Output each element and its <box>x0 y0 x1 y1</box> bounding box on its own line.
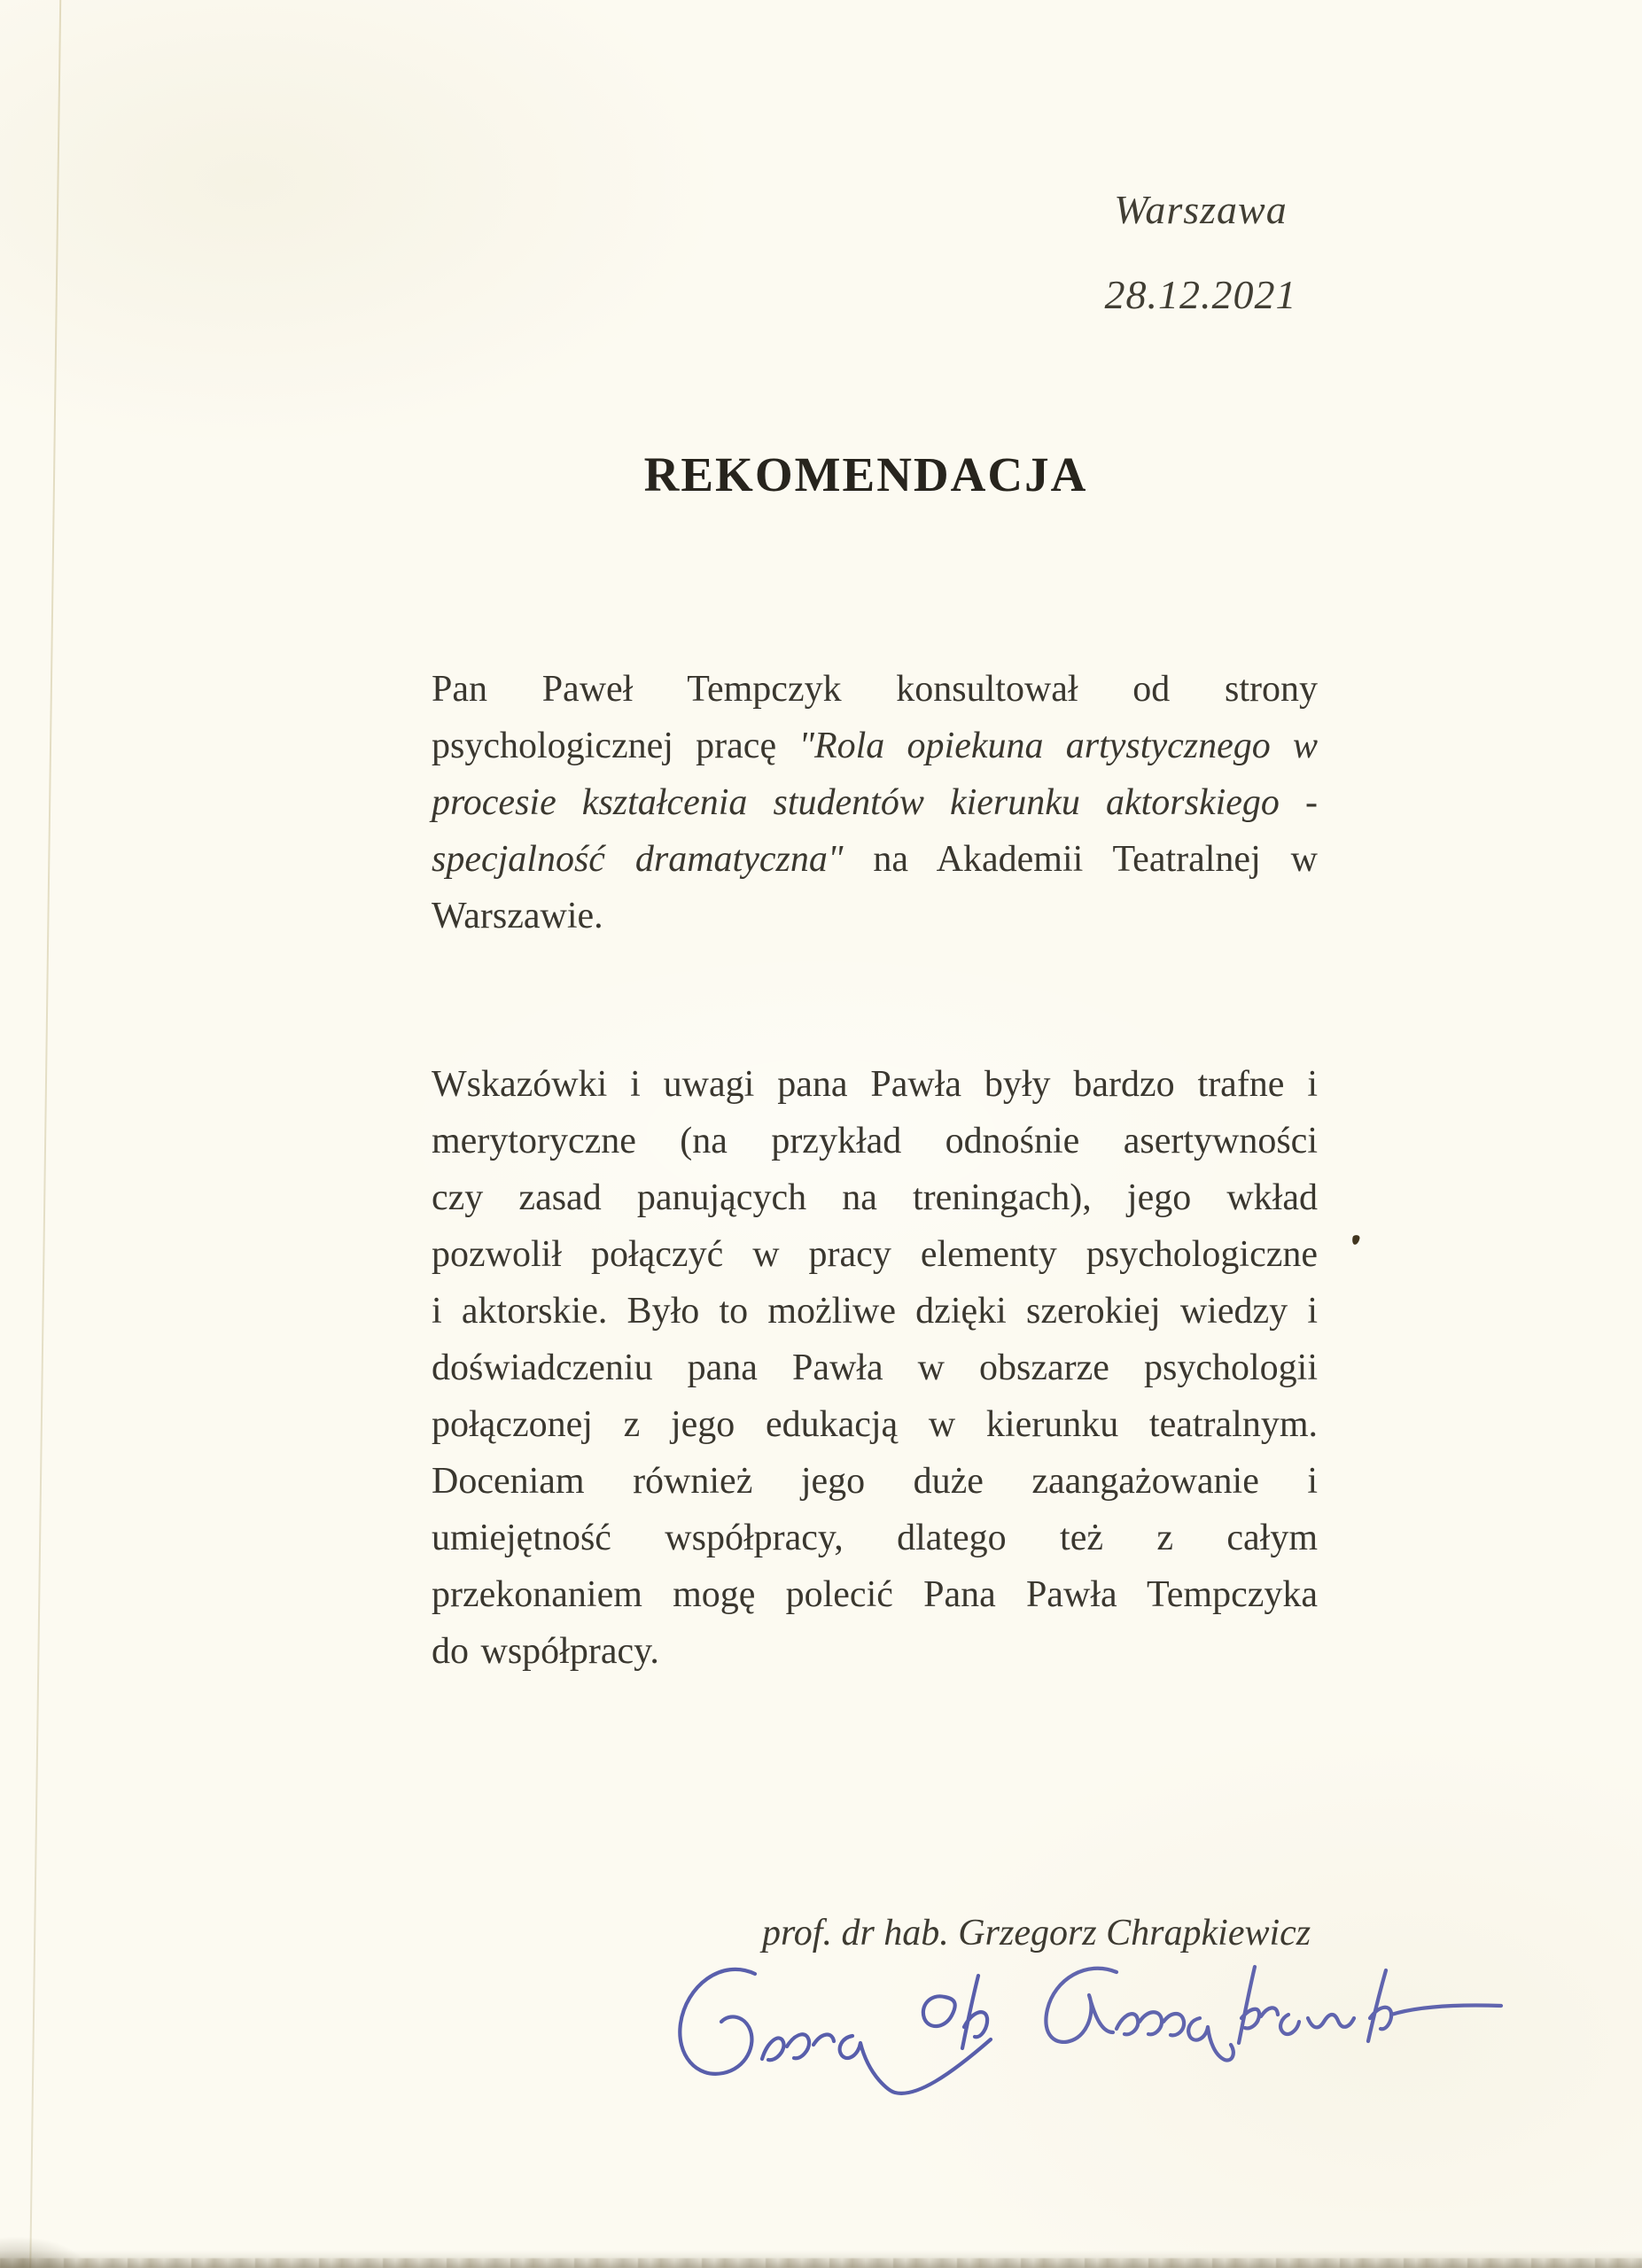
body-line <box>432 718 1318 774</box>
bottom-scan-streaks <box>0 2258 1642 2268</box>
body-text: czy zasad panujących na treningach), jego wkład <box>432 1177 1318 1218</box>
body-text: merytoryczne (na przykład odnośnie asertywności <box>432 1121 1318 1161</box>
letter-location: Warszawa <box>1114 187 1288 232</box>
ink-speck-artifact <box>1351 1234 1360 1245</box>
body-line <box>432 1226 1318 1283</box>
body-text: doświadczeniu pana Pawła w obszarze psychologii <box>432 1348 1318 1388</box>
body-line <box>432 1623 1318 1680</box>
body-text: Wskazówki i uwagi pana Pawła były bardzo trafne i <box>432 1064 1318 1105</box>
body-line <box>432 1510 1318 1566</box>
body-text: pozwolił połączyć w pracy elementy psychologiczne <box>432 1234 1318 1275</box>
body-text: połączonej z jego edukacją w kierunku teatralnym. <box>432 1404 1318 1445</box>
body-line <box>432 1396 1318 1453</box>
letter-date: 28.12.2021 <box>1104 272 1297 317</box>
body-line <box>432 1340 1318 1396</box>
body-text: Pan Paweł Tempczyk konsultował od strony <box>432 669 1318 710</box>
body-text-italic: "Rola opiekuna artystycznego w <box>798 726 1318 766</box>
body-text: i aktorskie. Było to możliwe dzięki szerokiej wiedzy i <box>432 1291 1318 1332</box>
body-text: do współpracy. <box>432 1631 659 1672</box>
signatory-name: prof. dr hab. Grzegorz Chrapkiewicz <box>762 1913 1311 1953</box>
body-line <box>432 1566 1318 1623</box>
bottom-left-smudge <box>0 2236 90 2268</box>
handwritten-signature <box>663 1954 1514 2118</box>
body-text: Doceniam również jego duże zaangażowanie i <box>432 1461 1318 1502</box>
body-line <box>432 1169 1318 1226</box>
body-text: umiejętność współpracy, dlatego też z całym <box>432 1518 1318 1558</box>
body-line <box>432 1283 1318 1340</box>
paragraph <box>432 661 1318 944</box>
paragraph <box>432 1056 1318 1680</box>
body-line <box>432 1113 1318 1169</box>
body-line <box>432 1453 1318 1510</box>
body-text: przekonaniem mogę polecić Pana Pawła Tempczyka <box>432 1574 1318 1615</box>
body-text-italic: procesie kształcenia studentów kierunku aktorskiego - <box>432 782 1318 823</box>
left-scan-edge-line <box>29 0 61 2268</box>
body-text: na Akademii Teatralnej w <box>873 839 1318 880</box>
body-line <box>432 1056 1318 1113</box>
document-title: REKOMENDACJA <box>643 447 1088 501</box>
body-line <box>432 831 1318 888</box>
body-line <box>432 774 1318 831</box>
body-text: Warszawie. <box>432 896 603 936</box>
body-line <box>432 888 1318 944</box>
body-text: psychologicznej pracę <box>432 726 799 766</box>
body-text-italic: specjalność dramatyczna" <box>432 839 874 880</box>
body-line <box>432 661 1318 718</box>
